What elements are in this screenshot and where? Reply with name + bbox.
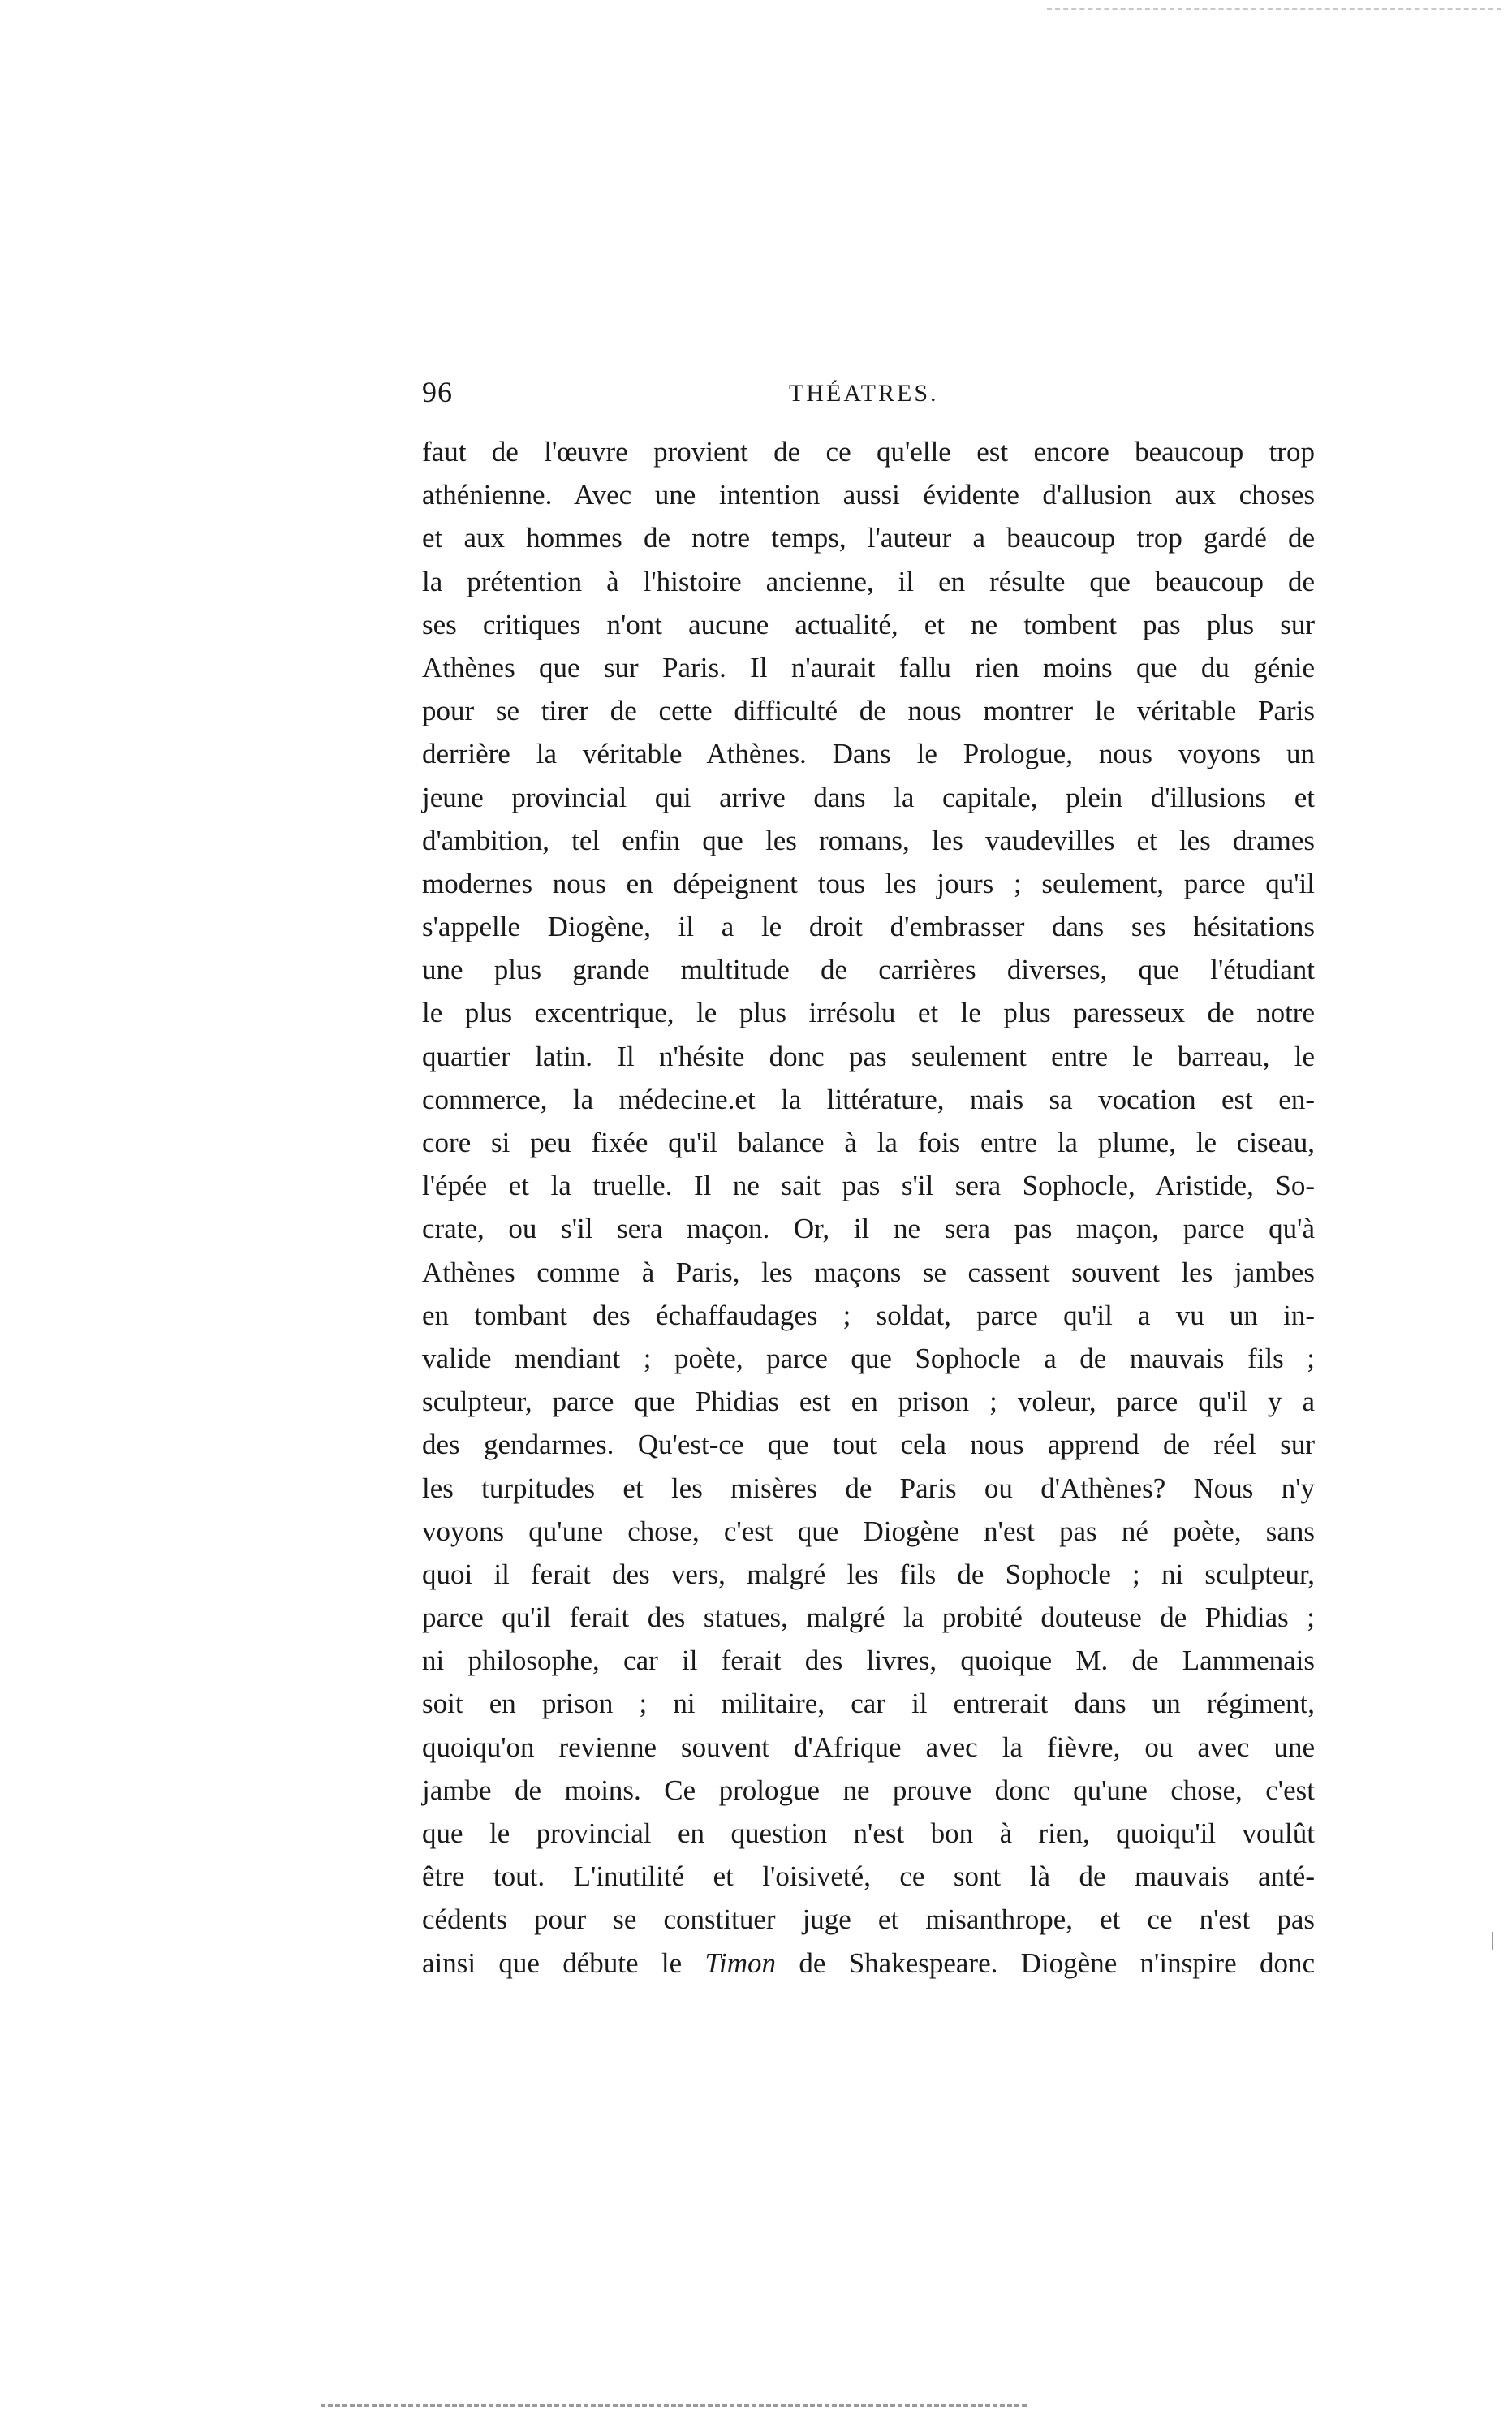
text-line: ses critiques n'ont aucune actualité, et ne tombent pas plus sur	[422, 608, 1315, 640]
text-line: quoi il ferait des vers, malgré les fils de Sophocle ; ni sculpteur,	[422, 1558, 1315, 1590]
text-line: Athènes que sur Paris. Il n'aurait fallu rien moins que du génie	[422, 651, 1315, 683]
margin-scan-mark	[1492, 1932, 1493, 1950]
text-line: des gendarmes. Qu'est-ce que tout cela nous apprend de réel sur	[422, 1429, 1315, 1461]
last-line-end: de Shakespeare. Diogène n'inspire donc	[776, 1946, 1315, 1979]
top-edge-scan-mark	[1047, 8, 1501, 10]
text-line: pour se tirer de cette difficulté de nous montrer le véritable Paris	[422, 695, 1315, 727]
text-line: parce qu'il ferait des statues, malgré la probité douteuse de Phidias ;	[422, 1601, 1315, 1634]
text-line: cédents pour se constituer juge et misanthrope, et ce n'est pas	[422, 1903, 1315, 1936]
text-line: d'ambition, tel enfin que les romans, les vaudevilles et les drames	[422, 824, 1315, 856]
text-line: le plus excentrique, le plus irrésolu et le plus paresseux de notre	[422, 997, 1315, 1029]
text-line: voyons qu'une chose, c'est que Diogène n'est pas né poète, sans	[422, 1515, 1315, 1547]
text-line: ni philosophe, car il ferait des livres, quoique M. de Lammenais	[422, 1645, 1315, 1677]
text-line: commerce, la médecine.et la littérature, mais sa vocation est en-	[422, 1083, 1315, 1115]
running-title: THÉATRES.	[789, 380, 939, 407]
text-line: sculpteur, parce que Phidias est en prison ; voleur, parce qu'il y a	[422, 1386, 1315, 1418]
text-line: quoiqu'on revienne souvent d'Afrique avec la fièvre, ou avec une	[422, 1731, 1315, 1763]
italic-title-timon: Timon	[704, 1946, 777, 1979]
text-line: derrière la véritable Athènes. Dans le Prologue, nous voyons un	[422, 738, 1315, 770]
text-line: soit en prison ; ni militaire, car il entrerait dans un régiment,	[422, 1688, 1315, 1720]
running-head	[422, 375, 1315, 424]
text-line: faut de l'œuvre provient de ce qu'elle est encore beaucoup trop	[422, 436, 1315, 468]
text-line: s'appelle Diogène, il a le droit d'embrasser dans ses hésitations	[422, 911, 1315, 943]
text-line: l'épée et la truelle. Il ne sait pas s'il sera Sophocle, Aristide, So-	[422, 1170, 1315, 1202]
text-line: jeune provincial qui arrive dans la capitale, plein d'illusions et	[422, 781, 1315, 813]
text-line: que le provincial en question n'est bon à rien, quoiqu'il voulût	[422, 1817, 1315, 1849]
text-line: valide mendiant ; poète, parce que Sophocle a de mauvais fils ;	[422, 1342, 1315, 1374]
text-line-last	[422, 1942, 1315, 1985]
text-line: crate, ou s'il sera maçon. Or, il ne sera pas maçon, parce qu'à	[422, 1213, 1315, 1245]
text-line: et aux hommes de notre temps, l'auteur a beaucoup trop gardé de	[422, 522, 1315, 554]
text-line: athénienne. Avec une intention aussi évidente d'allusion aux choses	[422, 479, 1315, 511]
text-line: une plus grande multitude de carrières diverses, que l'étudiant	[422, 954, 1315, 986]
text-line: la prétention à l'histoire ancienne, il en résulte que beaucoup de	[422, 565, 1315, 597]
bottom-edge-scan-mark	[321, 2404, 1027, 2407]
body-text	[422, 430, 1315, 1985]
text-line: les turpitudes et les misères de Paris ou d'Athènes? Nous n'y	[422, 1472, 1315, 1504]
text-line: Athènes comme à Paris, les maçons se cassent souvent les jambes	[422, 1256, 1315, 1288]
text-line: core si peu fixée qu'il balance à la fois entre la plume, le ciseau,	[422, 1127, 1315, 1158]
page-number: 96	[422, 376, 453, 408]
text-line: jambe de moins. Ce prologue ne prouve donc qu'une chose, c'est	[422, 1774, 1315, 1806]
text-line: être tout. L'inutilité et l'oisiveté, ce sont là de mauvais anté-	[422, 1860, 1315, 1893]
text-line: modernes nous en dépeignent tous les jours ; seulement, parce qu'il	[422, 867, 1315, 899]
text-line: en tombant des échaffaudages ; soldat, parce qu'il a vu un in-	[422, 1299, 1315, 1331]
last-line-start: ainsi que débute le	[422, 1946, 705, 1979]
text-line: quartier latin. Il n'hésite donc pas seulement entre le barreau, le	[422, 1040, 1315, 1072]
